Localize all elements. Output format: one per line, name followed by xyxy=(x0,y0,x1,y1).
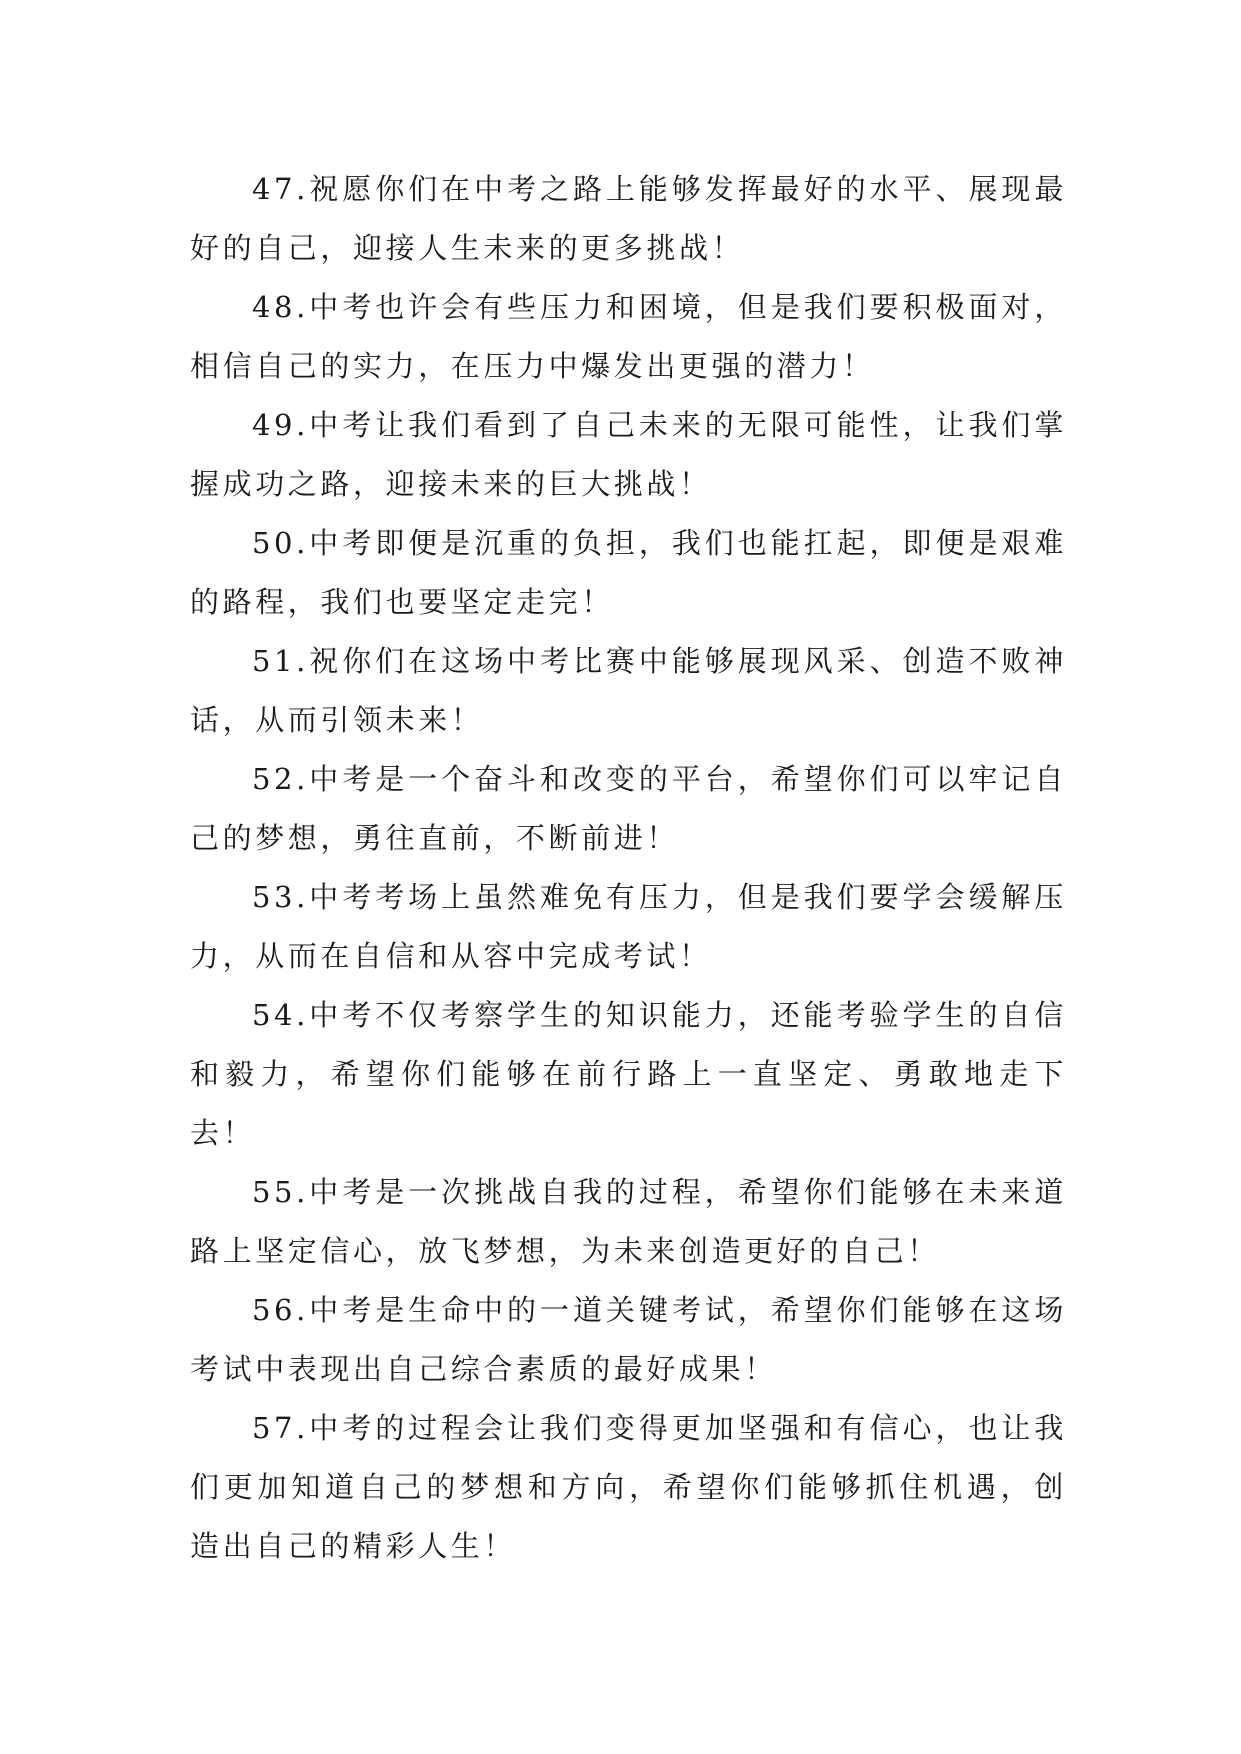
paragraph-47: 47.祝愿你们在中考之路上能够发挥最好的水平、展现最好的自己，迎接人生未来的更多挑战！ xyxy=(190,172,1067,265)
paragraph-48: 48.中考也许会有些压力和困境，但是我们要积极面对，相信自己的实力，在压力中爆发出更强的潜力！ xyxy=(190,290,1067,383)
paragraph-50: 50.中考即便是沉重的负担，我们也能扛起，即便是艰难的路程，我们也要坚定走完！ xyxy=(190,526,1067,619)
paragraph-53: 53.中考考场上虽然难免有压力，但是我们要学会缓解压力，从而在自信和从容中完成考试！ xyxy=(190,880,1067,973)
paragraph-55: 55.中考是一次挑战自我的过程，希望你们能够在未来道路上坚定信心，放飞梦想，为未来创造更好的自己！ xyxy=(190,1175,1067,1268)
document-body xyxy=(190,160,1067,1576)
paragraph-54: 54.中考不仅考察学生的知识能力，还能考验学生的自信和毅力，希望你们能够在前行路上一直坚定、勇敢地走下去！ xyxy=(190,998,1067,1150)
paragraph-57: 57.中考的过程会让我们变得更加坚强和有信心，也让我们更加知道自己的梦想和方向，希望你们能够抓住机遇，创造出自己的精彩人生！ xyxy=(190,1411,1067,1563)
paragraph-51: 51.祝你们在这场中考比赛中能够展现风采、创造不败神话，从而引领未来！ xyxy=(190,644,1067,737)
paragraph-56: 56.中考是生命中的一道关键考试，希望你们能够在这场考试中表现出自己综合素质的最好成果！ xyxy=(190,1293,1067,1386)
paragraph-52: 52.中考是一个奋斗和改变的平台，希望你们可以牢记自己的梦想，勇往直前，不断前进！ xyxy=(190,762,1067,855)
paragraph-49: 49.中考让我们看到了自己未来的无限可能性，让我们掌握成功之路，迎接未来的巨大挑战！ xyxy=(190,408,1067,501)
